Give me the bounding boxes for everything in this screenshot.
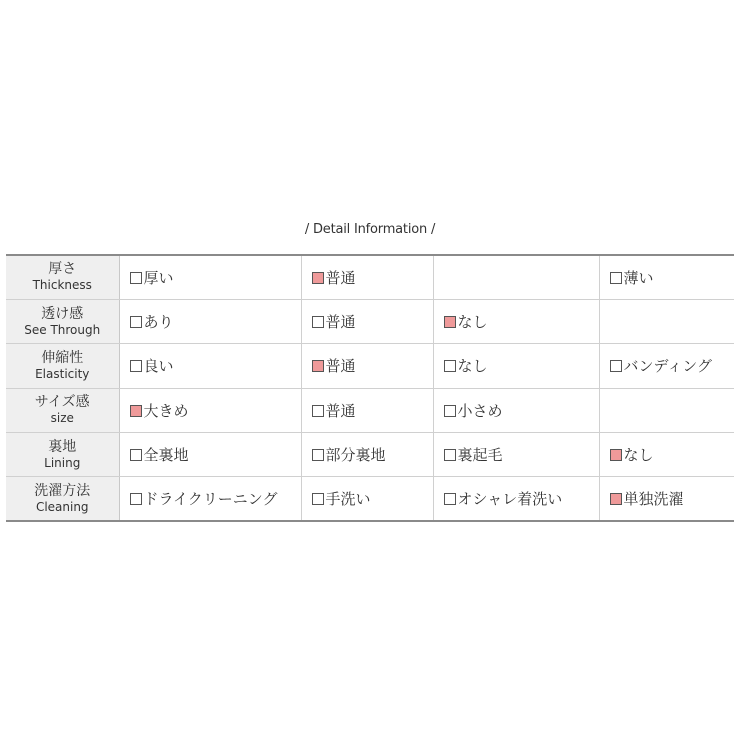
- spec-option-cell: [433, 433, 599, 477]
- label-english: Elasticity: [35, 366, 90, 381]
- detail-information-caption: / Detail Information /: [304, 222, 436, 237]
- spec-option-cell: [599, 388, 734, 432]
- option-label: 手洗い: [325, 490, 371, 509]
- unchecked-box-icon: [130, 449, 142, 461]
- spec-option-cell: [433, 344, 599, 388]
- spec-option-cell: [433, 299, 599, 343]
- label-english: Cleaning: [35, 499, 89, 514]
- spec-row-label: [6, 344, 119, 388]
- label-english: Lining: [44, 455, 81, 470]
- option-label: オシャレ着洗い: [457, 490, 563, 509]
- spec-option-cell: [119, 433, 301, 477]
- unchecked-box-icon: [444, 405, 456, 417]
- spec-option-cell: [433, 255, 599, 299]
- spec-option-cell: [301, 388, 433, 432]
- spec-row-label: [6, 299, 119, 343]
- spec-row-label: [6, 255, 119, 299]
- option-label: 大きめ: [143, 401, 189, 420]
- label-japanese: サイズ感: [34, 394, 90, 411]
- option-label: 裏起毛: [457, 446, 503, 465]
- spec-row: [6, 299, 734, 343]
- spec-option-cell: [301, 344, 433, 388]
- option-label: 普通: [325, 401, 356, 420]
- unchecked-box-icon: [610, 272, 622, 284]
- label-japanese: 厚さ: [48, 261, 77, 278]
- option-label: なし: [623, 446, 654, 465]
- checked-box-icon: [610, 449, 622, 461]
- spec-row: [6, 344, 734, 388]
- unchecked-box-icon: [130, 272, 142, 284]
- spec-option-cell: [433, 388, 599, 432]
- label-japanese: 洗濯方法: [34, 482, 91, 499]
- spec-option-cell: [301, 477, 433, 521]
- label-english: See Through: [24, 322, 101, 337]
- unchecked-box-icon: [444, 449, 456, 461]
- spec-option-cell: [119, 388, 301, 432]
- option-label: 普通: [325, 268, 356, 287]
- option-label: 小さめ: [457, 401, 503, 420]
- spec-row-label: [6, 388, 119, 432]
- unchecked-box-icon: [130, 316, 142, 328]
- unchecked-box-icon: [610, 360, 622, 372]
- option-label: なし: [457, 313, 488, 332]
- spec-row: [6, 433, 734, 477]
- spec-option-cell: [119, 299, 301, 343]
- spec-option-cell: [119, 344, 301, 388]
- option-label: バンディング: [623, 357, 713, 376]
- option-label: 単独洗濯: [623, 490, 684, 509]
- detail-spec-table: [6, 254, 734, 522]
- checked-box-icon: [610, 493, 622, 505]
- spec-option-cell: [599, 299, 734, 343]
- spec-option-cell: [301, 299, 433, 343]
- option-label: 部分裏地: [325, 446, 386, 465]
- option-label: 普通: [325, 357, 356, 376]
- option-label: ドライクリーニング: [143, 490, 278, 509]
- unchecked-box-icon: [312, 493, 324, 505]
- spec-option-cell: [599, 477, 734, 521]
- unchecked-box-icon: [444, 360, 456, 372]
- checked-box-icon: [130, 405, 142, 417]
- unchecked-box-icon: [130, 360, 142, 372]
- unchecked-box-icon: [312, 316, 324, 328]
- spec-option-cell: [301, 433, 433, 477]
- spec-option-cell: [301, 255, 433, 299]
- option-label: あり: [143, 313, 174, 332]
- checked-box-icon: [444, 316, 456, 328]
- spec-row: [6, 388, 734, 432]
- option-label: 良い: [143, 357, 174, 376]
- unchecked-box-icon: [444, 493, 456, 505]
- spec-row-label: [6, 477, 119, 521]
- spec-option-cell: [599, 255, 734, 299]
- label-english: size: [50, 411, 74, 426]
- spec-option-cell: [599, 433, 734, 477]
- spec-option-cell: [119, 255, 301, 299]
- unchecked-box-icon: [130, 493, 142, 505]
- spec-option-cell: [433, 477, 599, 521]
- spec-row: [6, 477, 734, 521]
- option-label: 普通: [325, 313, 356, 332]
- unchecked-box-icon: [312, 449, 324, 461]
- checked-box-icon: [312, 360, 324, 372]
- option-label: 厚い: [143, 268, 174, 287]
- label-japanese: 裏地: [48, 438, 77, 455]
- label-japanese: 伸縮性: [41, 349, 84, 366]
- spec-option-cell: [599, 344, 734, 388]
- spec-row-label: [6, 433, 119, 477]
- spec-option-cell: [119, 477, 301, 521]
- option-label: 薄い: [623, 268, 654, 287]
- label-english: Thickness: [32, 278, 92, 293]
- label-japanese: 透け感: [41, 305, 84, 322]
- spec-table-body: [6, 255, 734, 521]
- option-label: なし: [457, 357, 488, 376]
- unchecked-box-icon: [312, 405, 324, 417]
- spec-row: [6, 255, 734, 299]
- option-label: 全裏地: [143, 446, 189, 465]
- checked-box-icon: [312, 272, 324, 284]
